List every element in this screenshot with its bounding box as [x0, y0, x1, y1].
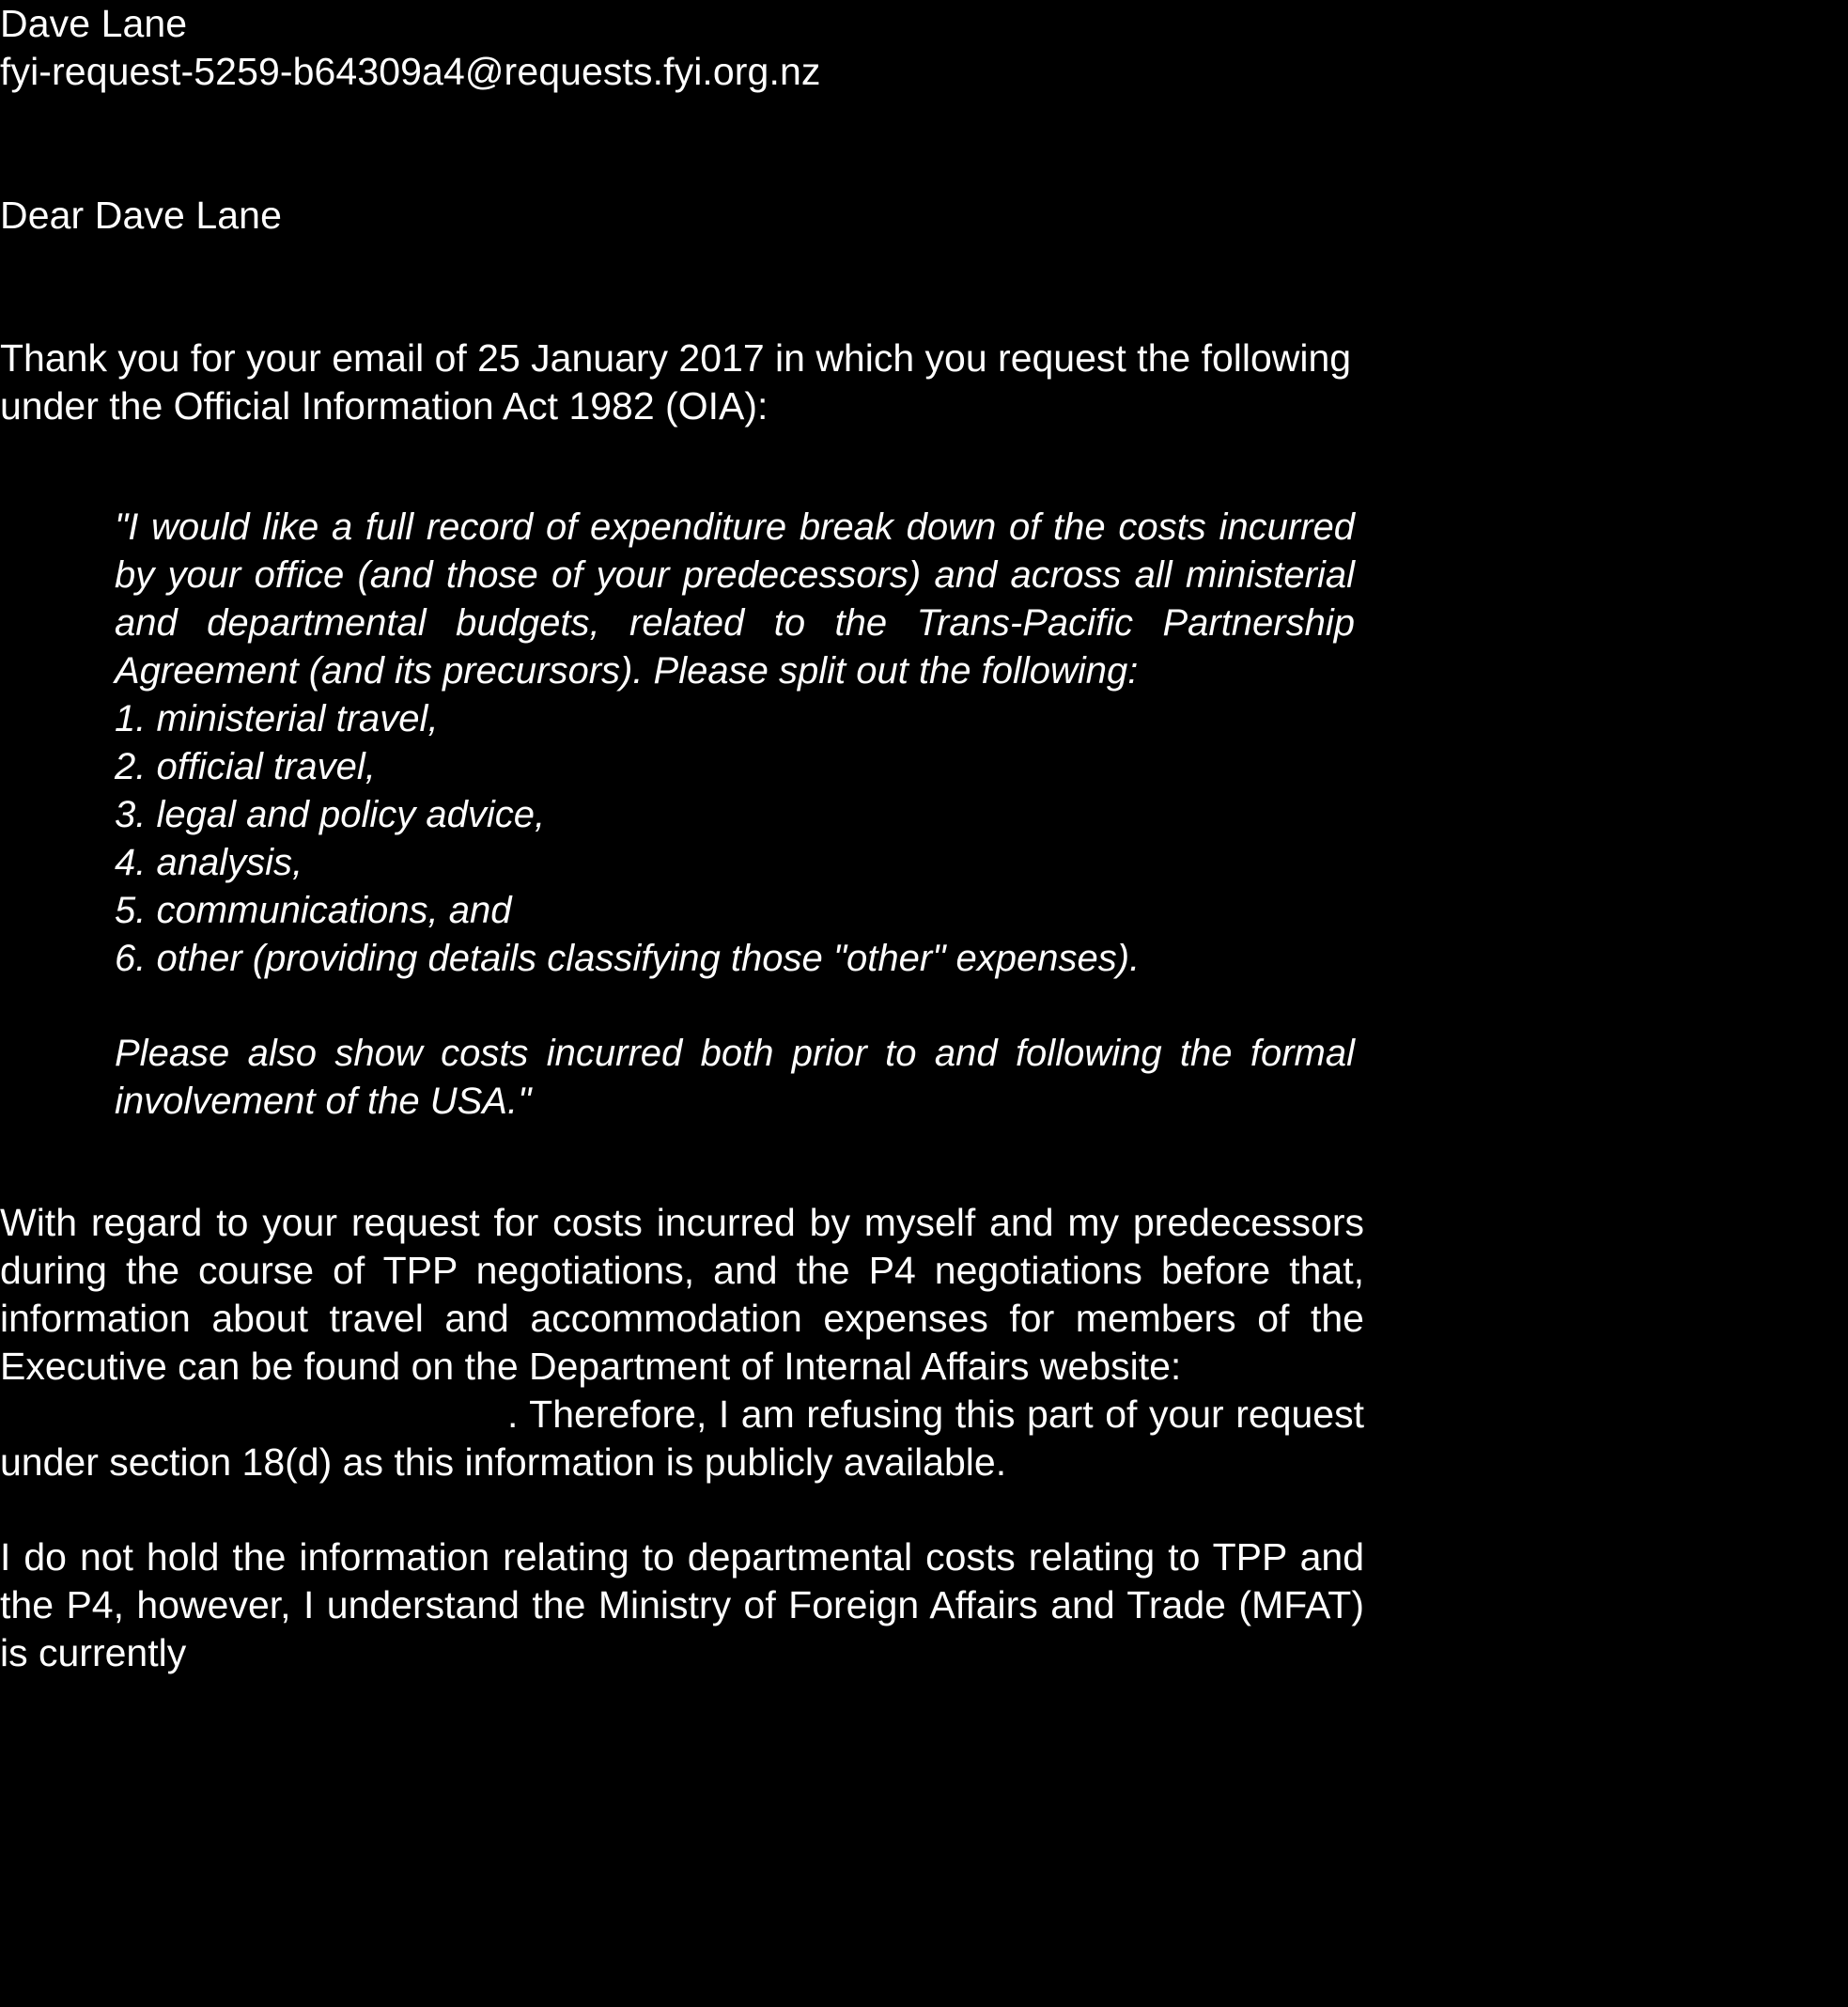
- quote-item: 5. communications, and: [115, 890, 512, 931]
- spacer: [0, 430, 1841, 479]
- recipient-email: fyi-request-5259-b64309a4@requests.fyi.org.nz: [0, 50, 821, 93]
- paragraph-text: With regard to your request for costs incurred by myself and my predecessors during the course of TPP negotiations, and the P4 negotiations before that, information about travel and accommodation expenses for members of the Executive can be found on the Department of Internal Affairs website:: [0, 1201, 1364, 1388]
- intro-paragraph: Thank you for your email of 25 January 2017 in which you request the following under the Official Information Act 1982 (OIA):: [0, 336, 1352, 428]
- spacer: [0, 96, 1841, 145]
- paragraph-refusal: [0, 1391, 1364, 1486]
- paragraph-departmental-costs: I do not hold the information relating to departmental costs relating to TPP and the P4, however, I understand the Ministry of Foreign Affairs and Trade (MFAT) is currently: [0, 1535, 1364, 1674]
- spacer: [0, 239, 1841, 288]
- recipient-name: Dave Lane: [0, 2, 188, 45]
- paragraph-costs-incurred: [0, 1199, 1364, 1391]
- quote-opening: "I would like a full record of expenditure break down of the costs incurred by your office (and those of your predecessors) and across all ministerial and departmental budgets, related to the Trans-Pacific Partnership Agreement (and its precursors). Please split out the following:: [115, 506, 1355, 692]
- spacer: [0, 479, 1841, 504]
- quote-item: 1. ministerial travel,: [115, 698, 439, 739]
- spacer: [0, 288, 1841, 334]
- quote-item: 2. official travel,: [115, 746, 376, 787]
- quoted-request: [115, 504, 1355, 1126]
- spacer: [115, 983, 1355, 1030]
- quote-item: 6. other (providing details classifying those "other" expenses).: [115, 938, 1141, 979]
- spacer: [0, 145, 1841, 192]
- salutation: Dear Dave Lane: [0, 194, 282, 237]
- quote-item: 3. legal and policy advice,: [115, 794, 546, 835]
- quote-closing: Please also show costs incurred both prior to and following the formal involvement of the USA.": [115, 1033, 1355, 1122]
- quote-item: 4. analysis,: [115, 842, 303, 883]
- paragraph-text: . Therefore, I am refusing this part of your request under section 18(d) as this information is publicly available.: [0, 1392, 1364, 1484]
- recipient-block: [0, 0, 1841, 96]
- spacer: [0, 1486, 1841, 1533]
- spacer: [0, 1175, 1841, 1199]
- spacer: [0, 1126, 1841, 1175]
